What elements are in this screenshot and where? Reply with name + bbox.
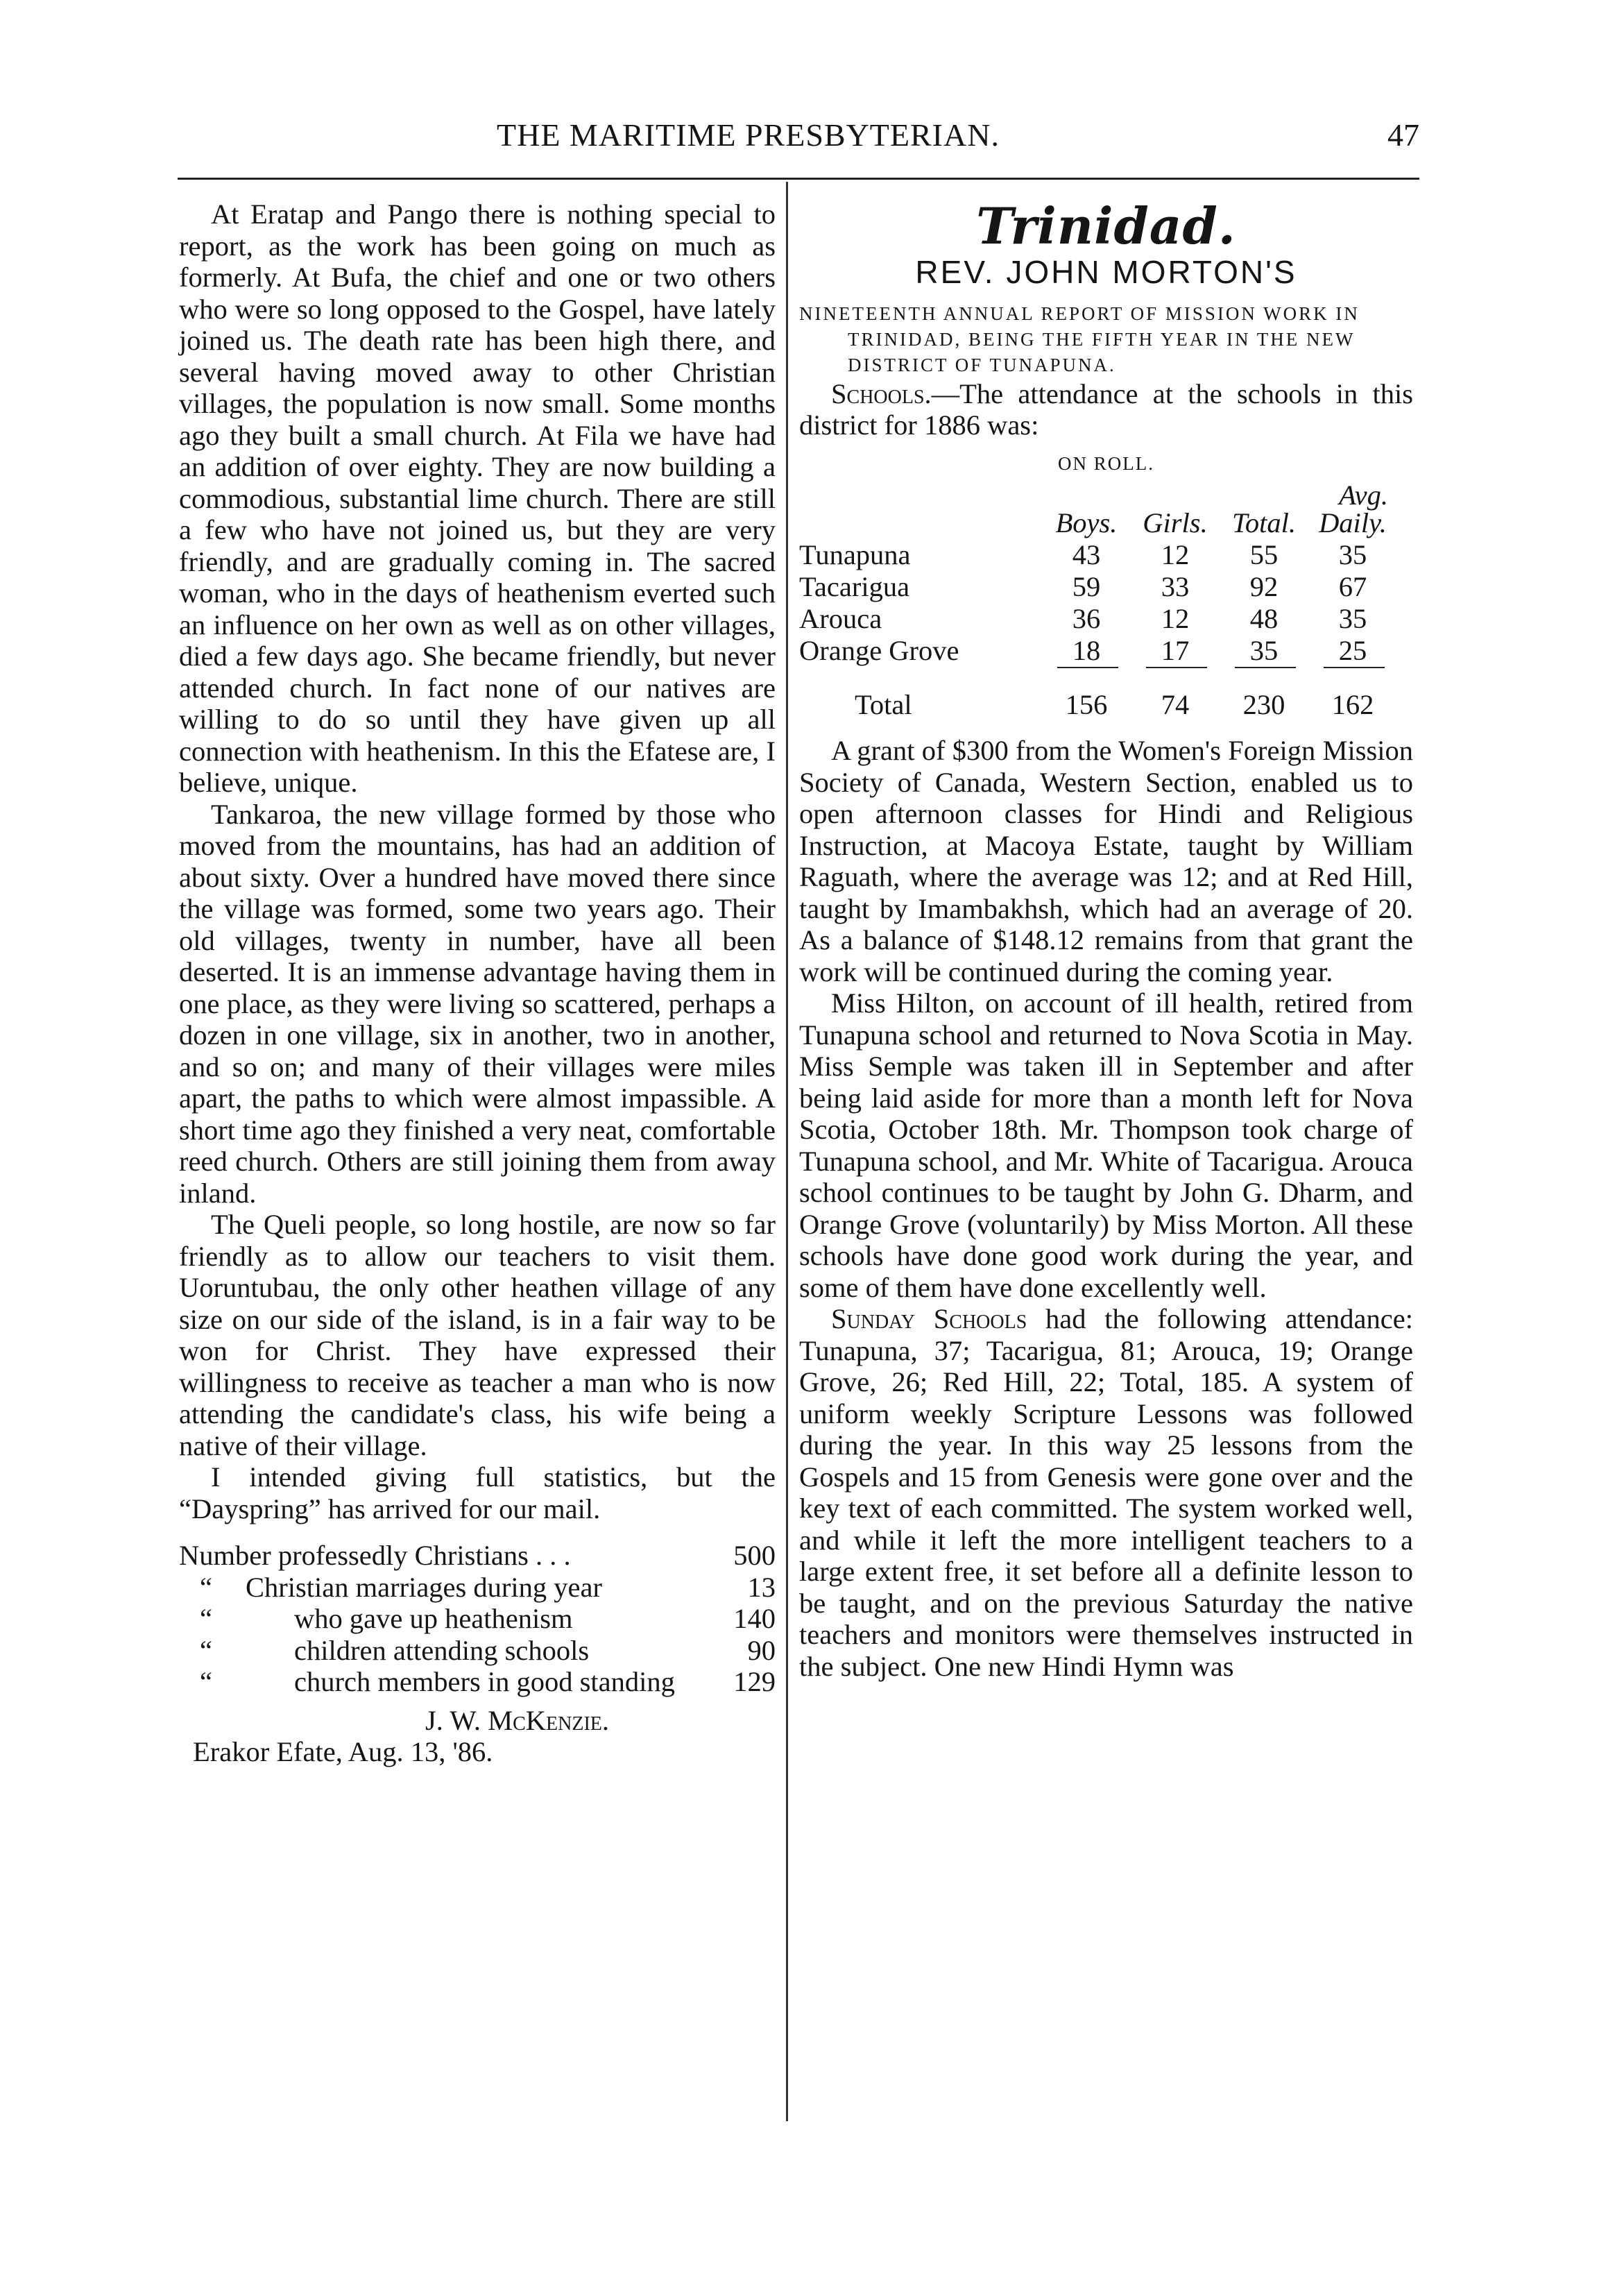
table-cell: 18 (1072, 635, 1101, 666)
table-cell: 230 (1242, 689, 1285, 720)
table-cell: 43 (1072, 539, 1101, 570)
table-cell: 36 (1072, 603, 1101, 634)
page-header (178, 117, 1419, 158)
stat-row (179, 1666, 776, 1698)
table-cell: 33 (1161, 571, 1190, 602)
right-column (799, 198, 1413, 1682)
stat-row (179, 1603, 776, 1635)
table-row (799, 571, 1413, 603)
article-subheading: NINETEENTH ANNUAL REPORT OF MISSION WORK IN TRINIDAD, BEING THE FIFTH YEAR IN THE NEW DISTRICT OF TUNAPUNA. (799, 303, 1360, 375)
statistics-list (179, 1540, 776, 1698)
school-name: Arouca (799, 603, 882, 634)
stat-label: Christian marriages during year (246, 1571, 602, 1603)
table-row (799, 635, 1413, 667)
sunday-schools-label: Sunday Schools (831, 1303, 1027, 1334)
table-cell: 162 (1331, 689, 1374, 720)
table-row (799, 603, 1413, 635)
table-cell: 59 (1072, 571, 1101, 602)
stat-row (179, 1572, 776, 1604)
table-cell: 156 (1065, 689, 1108, 720)
table-cell: 92 (1249, 571, 1279, 602)
stat-value: 13 (747, 1571, 776, 1603)
table-cell: 35 (1249, 635, 1279, 666)
schools-label: Schools. (831, 377, 932, 409)
column-divider (786, 182, 788, 2121)
paragraph-staff: Miss Hilton, on account of ill health, retired from Tunapuna school and returned to Nova Scotia in May. Miss Semple was taken ill in September and after being laid aside for more than a month left for Nova Scotia, October 18th. Mr. Thompson took charge of Tunapuna school, and Mr. White of Tacarigua. Arouca school continues to be taught by John G. Dharm, and Orange Grove (voluntarily) by Miss Morton. All these schools have done good work during the year, and some of them have done excellently well. (799, 987, 1413, 1303)
table-header-row (799, 507, 1413, 539)
sum-rules (799, 667, 1413, 671)
stat-value: 500 (733, 1540, 776, 1571)
article-headline: REV. JOHN MORTON'S (915, 254, 1297, 290)
table-cell: 25 (1338, 635, 1367, 666)
stat-label: Number professedly Christians . . . (179, 1540, 571, 1571)
stat-row (179, 1540, 776, 1572)
running-title: THE MARITIME PRESBYTERIAN. (497, 117, 1000, 153)
ditto-mark: “ (200, 1571, 212, 1603)
column-header: Boys. (1055, 507, 1118, 538)
school-name: Tunapuna (799, 539, 911, 570)
table-cell: 17 (1161, 635, 1190, 666)
stat-row (179, 1635, 776, 1667)
table-row (799, 539, 1413, 571)
stat-label: church members in good standing (294, 1666, 675, 1697)
table-cell: 67 (1338, 571, 1367, 602)
school-name: Orange Grove (799, 635, 959, 666)
table-cell: 35 (1338, 603, 1367, 634)
dateline: Erakor Efate, Aug. 13, '86. (193, 1736, 493, 1767)
ditto-mark: “ (200, 1603, 212, 1634)
school-name: Tacarigua (799, 571, 910, 602)
table-cell: 55 (1249, 539, 1279, 570)
left-column (179, 198, 776, 1768)
signature: J. W. McKenzie. (425, 1704, 609, 1736)
header-rule (178, 178, 1419, 180)
total-label: Total (855, 689, 912, 720)
avg-label: Avg. (1339, 479, 1388, 511)
section-title: Trinidad. (976, 196, 1236, 255)
table-cell: 74 (1161, 689, 1190, 720)
paragraph-queli: The Queli people, so long hostile, are now so far friendly as to allow our teachers to visit them. Uoruntubau, the only other heathen village of any size on our side of the island, is in a fair way to be won for Christ. They have expressed their willingness to receive as teacher a man who is now attending the candidate's class, his wife being a native of their village. (179, 1209, 776, 1461)
table-cell: 12 (1161, 539, 1190, 570)
page-number: 47 (1387, 117, 1419, 153)
table-cell: 48 (1249, 603, 1279, 634)
avg-label-row (799, 479, 1413, 511)
paragraph-grant: A grant of $300 from the Women's Foreign Mission Society of Canada, Western Section, enabled us to open afternoon classes for Hindi and Religious Instruction, at Macoya Estate, taught by William Raguath, where the average was 12; and at Red Hill, taught by Imambakhsh, which had an average of 20. As a balance of $148.12 remains from that grant the work will be continued during the coming year. (799, 735, 1413, 987)
paragraph-eratap: At Eratap and Pango there is nothing special to report, as the work has been going on much as formerly. At Bufa, the chief and one or two others who were so long opposed to the Gospel, have lately joined us. The death rate has been high there, and several having moved away to other Christian villages, the population is now small. Some months ago they built a small church. At Fila we have had an addition of over eighty. They are now building a commodious, substantial lime church. There are still a few who have not joined us, but they are very friendly, and are gradually coming in. The sacred woman, who in the days of heathenism everted such an influence on her own as well as on other villages, died a few days ago. She became friendly, but never attended church. In fact none of our natives are willing to do so until they have given up all connection with heathenism. In this the Efatese are, I believe, unique. (179, 198, 776, 798)
stat-label: who gave up heathenism (294, 1603, 573, 1634)
paragraph-statistics-intro: I intended giving full statistics, but the “Dayspring” has arrived for our mail. (179, 1461, 776, 1524)
stat-label: children attending schools (294, 1634, 590, 1666)
schools-intro (799, 378, 1413, 441)
paragraph-sunday-schools (799, 1303, 1413, 1682)
column-header: Total. (1232, 507, 1296, 538)
table-cell: 35 (1338, 539, 1367, 570)
stat-value: 90 (747, 1634, 776, 1666)
stat-value: 140 (733, 1603, 776, 1634)
attendance-table (799, 448, 1413, 722)
sunday-schools-text: had the following attendance: Tunapuna, 37; Tacarigua, 81; Arouca, 19; Orange Grove, 26; Red Hill, 22; Total, 185. A system of uniform weekly Scripture Lessons was followed during the year. In this way 25 lessons from the Gospels and 15 from Genesis were gone over and the key text of each committed. The system worked well, and while it left the more intelligent teachers to a large extent free, it set before all a definite lesson to be taught, and on the previous Saturday the native teachers and monitors were themselves instructed in the subject. One new Hindi Hymn was (799, 1303, 1413, 1682)
table-total-row (799, 689, 1413, 721)
paragraph-tankaroa: Tankaroa, the new village formed by those who moved from the mountains, has had an addition of about sixty. Over a hundred have moved there since the village was formed, some two years ago. Their old villages, twenty in number, have all been deserted. It is an immense advantage having them in one place, as they were living so scattered, perhaps a dozen in one village, six in another, two in another, and so on; and many of their villages were miles apart, the paths to which were almost impassible. A short time ago they finished a very neat, comfortable reed church. Others are still joining them from away inland. (179, 798, 776, 1209)
table-cell: 12 (1161, 603, 1190, 634)
stat-value: 129 (733, 1666, 776, 1697)
column-header: Girls. (1143, 507, 1208, 538)
ditto-mark: “ (200, 1634, 212, 1666)
schools-text: —The attendance at the schools in this district for 1886 was: (799, 377, 1413, 441)
ditto-mark: “ (200, 1666, 212, 1697)
column-header: Daily. (1319, 507, 1387, 538)
table-caption: ON ROLL. (1058, 452, 1154, 474)
